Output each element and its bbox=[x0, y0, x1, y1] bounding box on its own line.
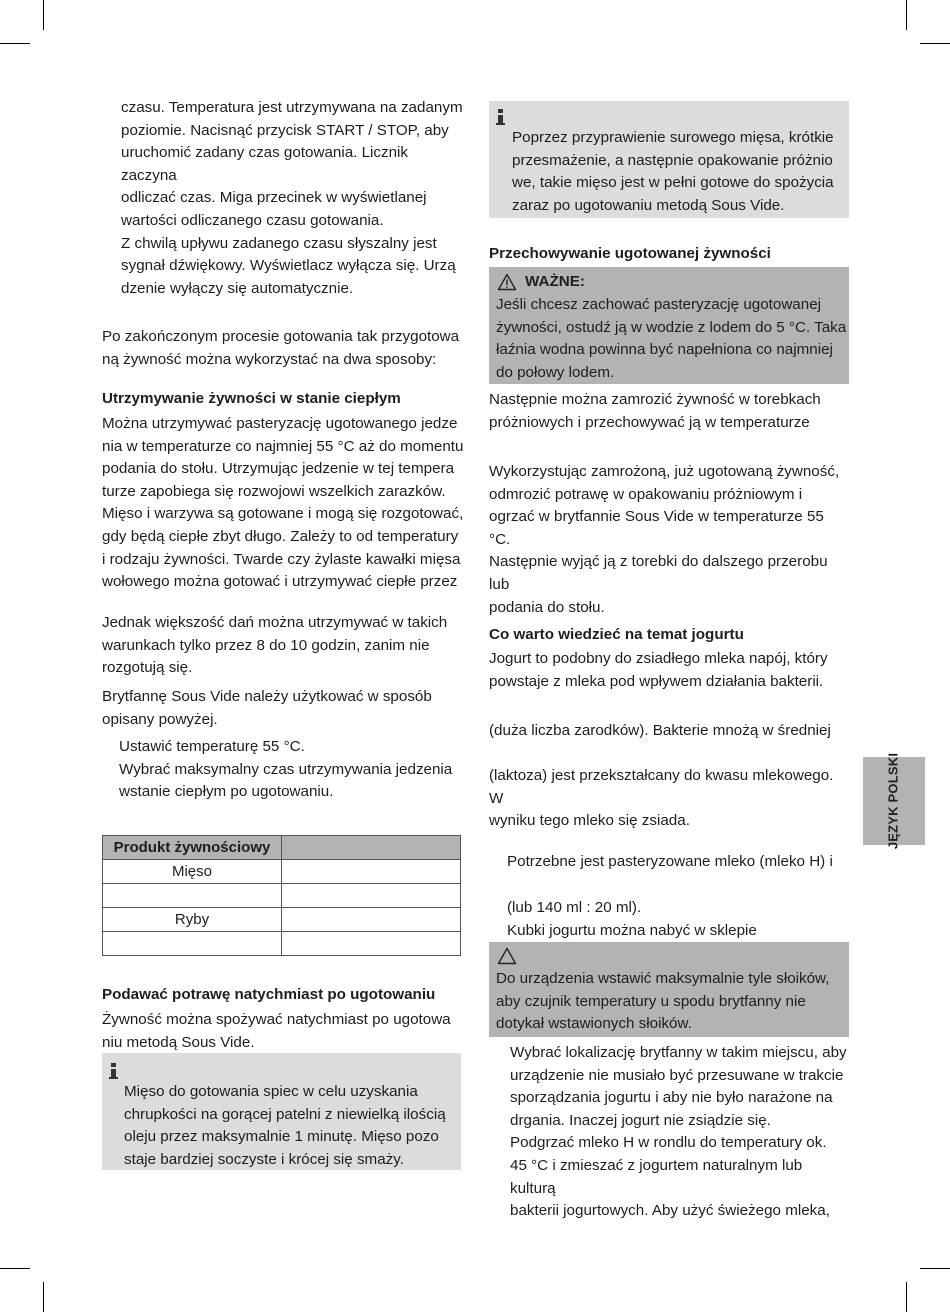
text-line: Wybrać maksymalny czas utrzymywania jedzenia bbox=[119, 760, 453, 778]
steps-keep-warm bbox=[119, 736, 464, 804]
table-header-blank bbox=[282, 836, 461, 860]
text-line: Po zakończonym procesie gotowania tak przygotowa bbox=[102, 328, 460, 345]
text-line: urządzenie nie musiało być przesuwane w trakcie bbox=[510, 1066, 844, 1084]
text-line: czasu. Temperatura jest utrzymywana na zadanym bbox=[121, 99, 463, 116]
text-line: powstaje z mleka pod wpływem działania bakterii. bbox=[489, 672, 824, 690]
text-line: ogrzać w brytfannie Sous Vide w temperaturze 55 °C. bbox=[489, 508, 824, 548]
table-row bbox=[103, 884, 461, 908]
crop-mark bbox=[920, 1268, 950, 1269]
heading-yogurt: Co warto wiedzieć na temat jogurtu bbox=[489, 626, 744, 643]
text-line: sygnał dźwiękowy. Wyświetlacz wyłącza się. Urzą bbox=[121, 257, 456, 275]
text-line: podania do stołu. Utrzymując jedzenie w tej tempera bbox=[102, 460, 455, 478]
text-line: Kubki jogurtu można nabyć w sklepie bbox=[507, 921, 757, 939]
text-line: dotykał wstawionych słoików. bbox=[496, 1015, 692, 1033]
warning-box-important bbox=[489, 267, 849, 384]
table-cell bbox=[282, 884, 461, 908]
text-line: próżniowych i przechowywać ją w temperaturze bbox=[489, 413, 810, 431]
paragraph-thaw bbox=[489, 461, 849, 619]
text-line: dzenie wyłączy się automatycznie. bbox=[121, 279, 354, 297]
text-line: staje bardziej soczyste i krócej się smaży. bbox=[124, 1150, 404, 1168]
text-line: opisany powyżej. bbox=[102, 710, 218, 728]
text-line: Jogurt to podobny do zsiadłego mleka napój, który bbox=[489, 650, 828, 667]
text-line: aby czujnik temperatury u spodu brytfanny nie bbox=[496, 992, 806, 1010]
text-line: ną żywność można wykorzystać na dwa sposoby: bbox=[102, 350, 437, 368]
heading-keep-warm: Utrzymywanie żywności w stanie ciepłym bbox=[102, 390, 401, 407]
text-line: Można utrzymywać pasteryzację ugotowanego jedze bbox=[102, 415, 458, 432]
table-cell bbox=[282, 932, 461, 956]
table-cell: Mięso bbox=[103, 860, 282, 884]
table-cell bbox=[282, 860, 461, 884]
paragraph-yogurt-lactose bbox=[489, 765, 849, 833]
table-row bbox=[103, 860, 461, 884]
warning-box-jars bbox=[489, 942, 849, 1037]
text-line: wołowego można gotować i utrzymywać ciepłe przez bbox=[102, 573, 458, 591]
text-line: warunkach tylko przez 8 do 10 godzin, zanim nie bbox=[102, 636, 430, 654]
paragraph-yogurt-milk: Potrzebne jest pasteryzowane mleko (mleko H) i bbox=[507, 853, 833, 870]
text-line: Ustawić temperaturę 55 °C. bbox=[119, 738, 305, 755]
text-line: do połowy lodem. bbox=[496, 363, 615, 381]
text-line: Poprzez przyprawienie surowego mięsa, krótkie bbox=[512, 129, 834, 146]
text-line: podania do stołu. bbox=[489, 598, 605, 616]
text-line: łaźnia wodna powinna być napełniona co najmniej bbox=[496, 341, 833, 359]
paragraph-usage bbox=[102, 686, 464, 731]
table-cell bbox=[103, 884, 282, 908]
language-tab bbox=[863, 752, 925, 850]
info-note-searing bbox=[102, 1053, 461, 1170]
text-line: gdy będą ciepłe zbyt długo. Zależy to od temperatury bbox=[102, 527, 459, 545]
table-cell bbox=[103, 932, 282, 956]
language-tab-label: JĘZYK POLSKI bbox=[885, 752, 901, 850]
info-note-text bbox=[512, 127, 847, 217]
heading-storage: Przechowywanie ugotowanej żywności bbox=[489, 245, 771, 262]
paragraph-after-cooking bbox=[102, 326, 464, 371]
paragraph-keep-warm bbox=[102, 413, 464, 594]
warning-text bbox=[496, 968, 848, 1036]
crop-mark bbox=[906, 1282, 907, 1312]
text-line: wstanie ciepłym po ugotowaniu. bbox=[119, 783, 334, 801]
text-line: Żywność można spożywać natychmiast po ugotowa bbox=[102, 1011, 451, 1028]
text-line: wyniku tego mleko się zsiada. bbox=[489, 812, 690, 830]
text-line: odmrozić potrawę w opakowaniu próżniowym i bbox=[489, 485, 803, 503]
crop-mark bbox=[906, 0, 907, 30]
text-line: Następnie wyjąć ją z torebki do dalszego przerobu lub bbox=[489, 553, 828, 593]
text-line: nia w temperaturze co najmniej 55 °C aż do momentu bbox=[102, 437, 464, 455]
text-line: i rodzaju żywności. Twarde czy żylaste kawałki mięsa bbox=[102, 550, 461, 568]
text-line: Do urządzenia wstawić maksymalnie tyle słoików, bbox=[496, 970, 830, 987]
paragraph-hold-time bbox=[102, 612, 464, 680]
text-line: sporządzania jogurtu i aby nie było narażone na bbox=[510, 1089, 833, 1107]
crop-mark bbox=[0, 43, 30, 44]
text-line: Wykorzystując zamrożoną, już ugotowaną żywność, bbox=[489, 463, 840, 480]
text-line: bakterii jogurtowych. Aby użyć świeżego mleka, bbox=[510, 1202, 830, 1220]
text-line: Mięso i warzywa są gotowane i mogą się rozgotować, bbox=[102, 505, 464, 523]
paragraph-serve bbox=[102, 1009, 464, 1054]
table-row bbox=[103, 932, 461, 956]
warning-text bbox=[496, 294, 848, 384]
text-line: żywności, ostudź ją w wodzie z lodem do 5 °C. Taka bbox=[496, 318, 847, 336]
crop-mark bbox=[920, 43, 950, 44]
warning-icon bbox=[497, 947, 517, 965]
table-header-product: Produkt żywnościowy bbox=[103, 836, 282, 860]
paragraph-yogurt-bacteria: (duża liczba zarodków). Bakterie mnożą w średniej bbox=[489, 722, 831, 739]
text-line: (laktoza) jest przekształcany do kwasu mlekowego. W bbox=[489, 767, 834, 807]
table-cell: Ryby bbox=[103, 908, 282, 932]
text-line: wartości odliczanego czasu gotowania. bbox=[121, 211, 384, 229]
paragraph-yogurt-intro bbox=[489, 648, 849, 693]
warning-title: WAŻNE: bbox=[525, 273, 585, 290]
text-line: Jeśli chcesz zachować pasteryzację ugotowanej bbox=[496, 296, 822, 313]
text-line: we, takie mięso jest w pełni gotowe do spożycia bbox=[512, 174, 834, 192]
crop-mark bbox=[43, 0, 44, 30]
text-line: Wybrać lokalizację brytfanny w takim miejscu, aby bbox=[510, 1044, 847, 1061]
info-note-text bbox=[124, 1081, 459, 1171]
text-line: oleju przez maksymalnie 1 minutę. Mięso pozo bbox=[124, 1128, 439, 1146]
text-line: rozgotują się. bbox=[102, 659, 193, 677]
text-line: Brytfannę Sous Vide należy użytkować w sposób bbox=[102, 688, 432, 705]
paragraph-freeze bbox=[489, 389, 849, 434]
text-line: 45 °C i zmieszać z jogurtem naturalnym lub kulturą bbox=[510, 1156, 803, 1197]
text-line: Mięso do gotowania spiec w celu uzyskania bbox=[124, 1083, 418, 1100]
crop-mark bbox=[43, 1282, 44, 1312]
text-line: zaraz po ugotowaniu metodą Sous Vide. bbox=[512, 196, 785, 214]
text-line: turze zapobiega się rozwojowi wszelkich zarazków. bbox=[102, 482, 446, 500]
text-line: Z chwilą upływu zadanego czasu słyszalny jest bbox=[121, 234, 437, 252]
steps-yogurt bbox=[510, 1042, 850, 1223]
text-line: uruchomić zadany czas gotowania. Licznik zaczyna bbox=[121, 144, 409, 184]
text-line: poziomie. Nacisnąć przycisk START / STOP, aby bbox=[121, 121, 449, 139]
text-line: odliczać czas. Miga przecinek w wyświetlanej bbox=[121, 189, 427, 207]
text-line: (lub 140 ml : 20 ml). bbox=[507, 899, 642, 916]
text-line: Następnie można zamrozić żywność w torebkach bbox=[489, 391, 821, 408]
info-note-seasoning bbox=[489, 101, 849, 218]
text-line: chrupkości na gorącej patelni z niewielką ilością bbox=[124, 1105, 446, 1123]
text-line: Podgrzać mleko H w rondlu do temperatury ok. bbox=[510, 1134, 827, 1152]
text-line: przesmażenie, a następnie opakowanie próżnio bbox=[512, 151, 833, 169]
text-line: drgania. Inaczej jogurt nie zsiądzie się. bbox=[510, 1111, 771, 1129]
table-cell bbox=[282, 908, 461, 932]
warning-icon bbox=[497, 273, 517, 291]
table-header-row bbox=[103, 836, 461, 860]
food-table bbox=[102, 835, 461, 956]
text-line: niu metodą Sous Vide. bbox=[102, 1033, 255, 1051]
crop-mark bbox=[0, 1268, 30, 1269]
text-line: Jednak większość dań można utrzymywać w takich bbox=[102, 614, 448, 631]
paragraph-timer bbox=[121, 97, 466, 300]
heading-serve-immediately: Podawać potrawę natychmiast po ugotowaniu bbox=[102, 986, 436, 1003]
table-row bbox=[103, 908, 461, 932]
